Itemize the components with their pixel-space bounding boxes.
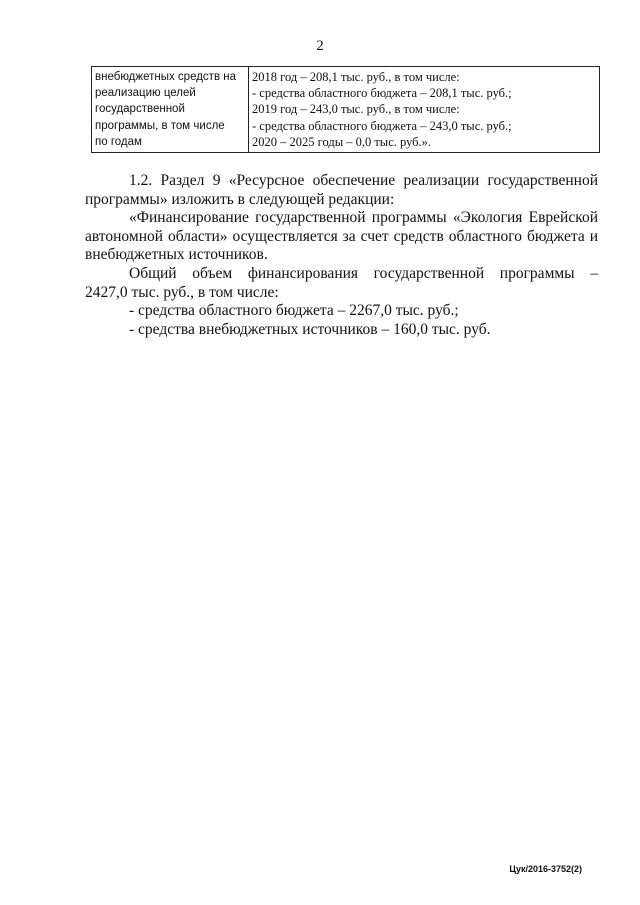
- document-code: Цук/2016-3752(2): [509, 864, 582, 874]
- list-item: - средства внебюджетных источников – 160,0 тыс. руб.: [129, 320, 491, 338]
- document-body: [85, 172, 598, 339]
- value-line: 2020 – 2025 годы – 0,0 тыс. руб.».: [252, 134, 432, 149]
- table-cell-label: [92, 67, 249, 153]
- list-item: - средства областного бюджета – 2267,0 тыс. руб.;: [129, 302, 459, 320]
- funding-table: [91, 66, 600, 153]
- total-line-1: Общий объем финансирования государственной программы –: [129, 264, 598, 282]
- value-line: - средства областного бюджета – 208,1 тыс. руб.;: [252, 86, 512, 101]
- label-line: государственной: [95, 103, 185, 116]
- value-line: - средства областного бюджета – 243,0 тыс. руб.;: [252, 118, 512, 133]
- table-cell-values: [249, 67, 600, 153]
- total-line-2: 2427,0 тыс. руб., в том числе:: [85, 283, 279, 301]
- label-line: программы, в том числе: [95, 119, 225, 132]
- value-line: 2018 год – 208,1 тыс. руб., в том числе:: [252, 70, 460, 84]
- quote-paragraph: «Финансирование государственной программы «Экология Еврейской автономной области» осуществляется за счет средств областного бюджета и внебюджетных источников.: [85, 209, 598, 264]
- label-line: реализацию целей: [95, 87, 196, 100]
- label-line: по годам: [95, 135, 142, 148]
- value-line: 2019 год – 243,0 тыс. руб., в том числе:: [252, 102, 460, 117]
- section-header-paragraph: 1.2. Раздел 9 «Ресурсное обеспечение реализации государственной программы» изложить в следующей редакции:: [85, 172, 598, 208]
- table-row: [92, 67, 600, 153]
- label-line: внебюджетных средств на: [95, 71, 236, 83]
- page-number: 2: [316, 38, 324, 54]
